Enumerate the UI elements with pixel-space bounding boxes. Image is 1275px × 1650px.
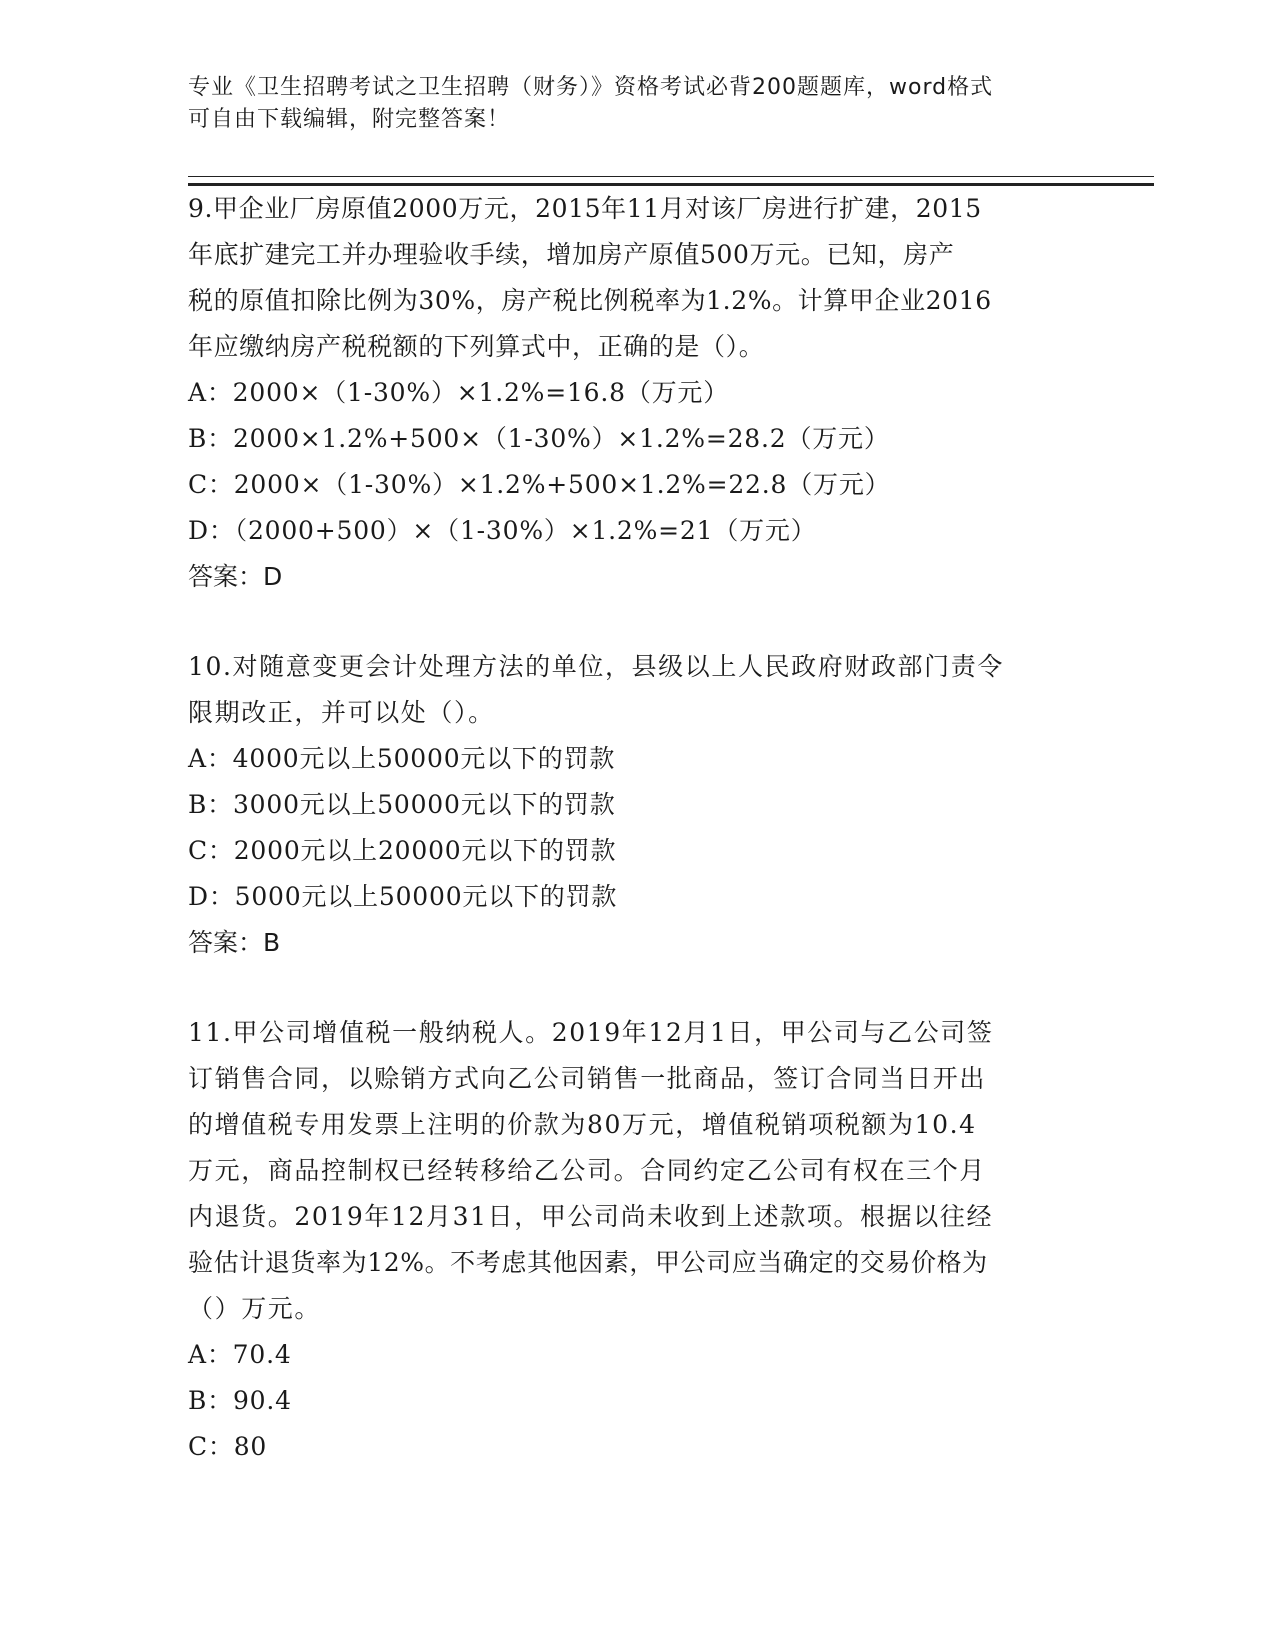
question-text-line: （）万元。 — [188, 1294, 322, 1323]
question-text-line: 验估计退货率为12%。不考虑其他因素，甲公司应当确定的交易价格为 — [188, 1248, 988, 1277]
header-divider-thin — [188, 176, 1154, 177]
question-spacer — [188, 966, 1078, 1010]
question-11 — [188, 1010, 1078, 1470]
answer-label: 答案：D — [188, 562, 283, 591]
option-a: A：2000×（1-30%）×1.2%=16.8（万元） — [188, 378, 730, 407]
question-text-line: 年底扩建完工并办理验收手续，增加房产原值500万元。已知，房产 — [188, 240, 955, 269]
question-text-line: 的增值税专用发票上注明的价款为80万元，增值税销项税额为10.4 — [188, 1110, 977, 1139]
option-a: A：70.4 — [188, 1340, 292, 1369]
option-d: D：（2000+500）×（1-30%）×1.2%=21（万元） — [188, 516, 817, 545]
question-10 — [188, 644, 1078, 966]
question-text-line: 万元，商品控制权已经转移给乙公司。合同约定乙公司有权在三个月 — [188, 1156, 987, 1185]
header-title-line-2: 可自由下载编辑，附完整答案！ — [188, 107, 511, 132]
question-9 — [188, 186, 1078, 600]
question-text-line: 9.甲企业厂房原值2000万元，2015年11月对该厂房进行扩建，2015 — [188, 194, 982, 223]
option-c: C：80 — [188, 1432, 268, 1461]
question-text-line: 内退货。2019年12月31日，甲公司尚未收到上述款项。根据以往经 — [188, 1202, 994, 1231]
question-text-line: 年应缴纳房产税税额的下列算式中，正确的是（）。 — [188, 332, 765, 361]
header-title-line-1: 专业《卫生招聘考试之卫生招聘（财务）》资格考试必背200题题库，word格式 — [188, 75, 994, 100]
option-b: B：90.4 — [188, 1386, 292, 1415]
option-b: B：2000×1.2%+500×（1-30%）×1.2%=28.2（万元） — [188, 424, 890, 453]
option-b: B：3000元以上50000元以下的罚款 — [188, 790, 616, 819]
option-c: C：2000元以上20000元以下的罚款 — [188, 836, 617, 865]
question-list — [188, 186, 1078, 1470]
document-header — [188, 72, 1068, 136]
question-text-line: 税的原值扣除比例为30%，房产税比例税率为1.2%。计算甲企业2016 — [188, 286, 992, 315]
option-a: A：4000元以上50000元以下的罚款 — [188, 744, 616, 773]
question-spacer — [188, 600, 1078, 644]
question-text-line: 限期改正，并可以处（）。 — [188, 698, 495, 727]
answer-label: 答案：B — [188, 928, 281, 957]
question-text-line: 订销售合同，以赊销方式向乙公司销售一批商品，签订合同当日开出 — [188, 1064, 987, 1093]
option-d: D：5000元以上50000元以下的罚款 — [188, 882, 618, 911]
option-c: C：2000×（1-30%）×1.2%+500×1.2%=22.8（万元） — [188, 470, 891, 499]
question-text-line: 11.甲公司增值税一般纳税人。2019年12月1日，甲公司与乙公司签 — [188, 1018, 994, 1047]
question-text-line: 10.对随意变更会计处理方法的单位，县级以上人民政府财政部门责令 — [188, 652, 1004, 681]
